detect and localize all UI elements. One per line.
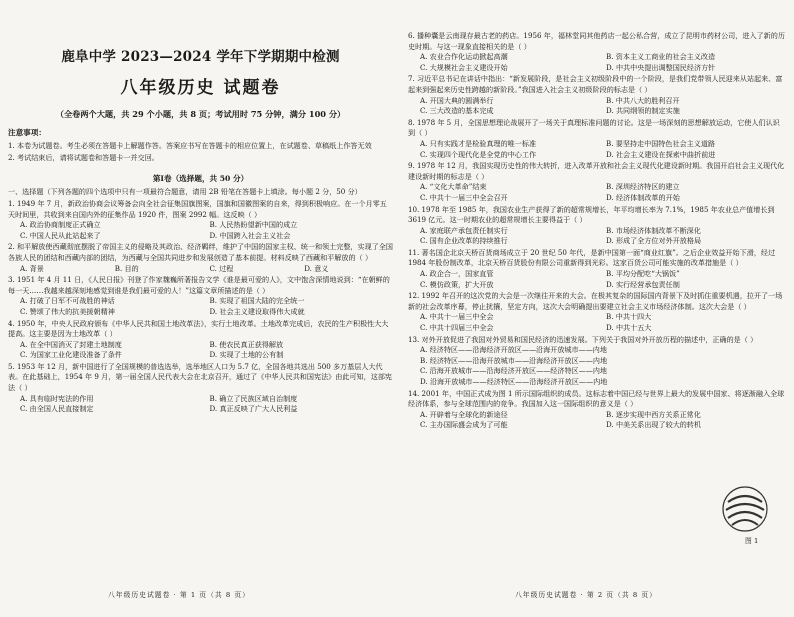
answer-option: B. 目的: [114, 263, 139, 273]
answer-option: D. 中共中央提出调整国民经济方针: [606, 62, 716, 72]
answer-option: B. 实现了祖国大陆的完全统一: [209, 296, 305, 306]
left-page: [8, 30, 393, 415]
answer-option: D. 中国跨入社会主义社会: [209, 230, 291, 240]
answer-option: B. 中共八大的胜利召开: [606, 95, 680, 105]
wto-logo-icon: [720, 484, 770, 534]
question: [8, 362, 393, 415]
question-stem: 2. 和平解放使西藏彻底摆脱了帝国主义的侵略及其政治、经济羁绊，维护了中国的国家主权、统一和领土完整，实现了全国各族人民的团结和西藏内部的团结，为西藏与全国共同进步和发展创造了基本前提。材料反映了西藏和平解放的（ ）: [8, 242, 393, 262]
answer-option: D. 实现了土地的公有制: [209, 350, 284, 360]
answer-option: C. 大规模社会主义建设开始: [420, 62, 508, 72]
answer-option: B. 经济特区——沿海开放城市——沿海经济开放区——内地: [420, 355, 608, 365]
question: [8, 199, 393, 241]
answer-option: C. 中国人民从此站起来了: [20, 230, 101, 240]
figure-caption: 图 1: [745, 537, 759, 545]
question-stem: 12. 1992 年召开的这次党的大会是一次继往开来的大会。在极其复杂的国际国内背景下及时抓住重要机遇，拉开了一场新的社会改革序幕，停止扰攘，坚定方向，这次大会明确提出要建立社会主义市场经济体制。这次大会是（ ）: [408, 291, 783, 311]
answer-option: D. 社会主义建设在探索中曲折前进: [606, 149, 716, 159]
exam-info: （全卷两个大题，共 29 个小题，共 8 页；考试用时 75 分钟，满分 100 分）: [55, 109, 346, 119]
answer-option: A. 打破了日军不可战胜的神话: [20, 296, 115, 306]
answer-option: A. 在全中国消灭了封建土地制度: [20, 339, 122, 349]
answer-option: C. 国有企业改革的持续推行: [420, 236, 508, 246]
answer-option: C. 模仿政策，扩大开放: [420, 279, 494, 289]
question-stem: 7. 习近平总书记在讲话中指出：“新发展阶段，是社会主义初级阶段中的一个阶段，是我们党带领人民迎来从站起来、富起来到强起来历史性跨越的新阶段。”我国进入社会主义初级阶段的标志是（ ）: [408, 74, 783, 94]
answer-option: B. 深圳经济特区的建立: [606, 182, 680, 192]
answer-option: D. 真正反映了广大人民利益: [209, 404, 298, 414]
section-heading: 一、选择题（下列各题的四个选项中只有一项最符合题意，请用 2B 铅笔在答题卡上填涂。每小题 2 分，50 分）: [8, 187, 362, 197]
answer-option: C. 中共十四届三中全会: [420, 323, 494, 333]
option-list: [408, 226, 786, 247]
notice-title: 注意事项：: [8, 128, 46, 137]
answer-option: D. 实行经营承包责任制: [606, 279, 680, 289]
answer-option: C. 主办国际盛会成为了可能: [420, 420, 508, 430]
answer-option: A. 政企合一，国家直管: [420, 269, 494, 279]
option-list: [408, 139, 786, 160]
answer-option: B. 逐步实现中西方关系正常化: [606, 409, 701, 419]
option-list: [8, 296, 393, 317]
right-question-list: [408, 31, 786, 431]
answer-option: A. 家庭联产承包责任制实行: [420, 225, 508, 235]
answer-option: D. 意义: [304, 263, 329, 273]
question: [8, 319, 393, 361]
option-list: [408, 312, 786, 333]
answer-option: B. 资本主义工商业的社会主义改造: [606, 52, 716, 62]
question: [408, 389, 786, 431]
school-title: 鹿阜中学 2023—2024 学年下学期期中检测: [61, 49, 340, 65]
answer-option: A. “文化大革命”结束: [420, 182, 487, 192]
answer-option: C. 为国家工业化建设准备了条件: [20, 350, 122, 360]
answer-option: C. 由全国人民直接制定: [20, 404, 94, 414]
answer-option: C. 过程: [209, 263, 234, 273]
option-list: [408, 345, 786, 387]
answer-option: B. 确立了民族区域自治制度: [209, 393, 298, 403]
answer-option: D. 经济体制改革的开始: [606, 192, 680, 202]
question-stem: 8. 1978 年 5 月，全国思想理论战展开了一场关于真理标准问题的讨论。这是一场深刻的思想解放运动，它使人们认识到（ ）: [408, 117, 780, 138]
notice-item: 1. 本卷为试题卷。考生必须在答题卡上解题作答。答案应书写在答题卡的相应位置上，在试题卷、草稿纸上作答无效: [8, 140, 372, 150]
answer-option: A. 具有临时宪法的作用: [20, 393, 94, 403]
question-stem: 10. 1978 年至 1985 年，我国农业生产获得了新的超常规增长，年平均增长率为 7.1%，1985 年农业总产值增长到 3619 亿元。这一时期农业的超常规增长主要得益于（ ）: [408, 204, 775, 225]
question: [408, 74, 786, 116]
answer-option: A. 开国大典的圆满举行: [420, 95, 494, 105]
answer-option: B. 市场经济体制改革不断深化: [606, 225, 701, 235]
option-list: [8, 340, 393, 361]
answer-option: A. 开辟着与全球化的新途径: [420, 409, 508, 419]
answer-option: A. 农业合作化运动掀起高潮: [420, 52, 508, 62]
subject-title: 八年级历史 试题卷: [120, 78, 281, 98]
answer-option: D. 沿海开放城市——经济特区——沿海经济开放区——内地: [420, 377, 608, 386]
option-list: [8, 220, 393, 241]
question: [408, 31, 786, 73]
answer-option: A. 经济特区——沿海经济开放区——沿海开放城市——内地: [420, 345, 607, 355]
option-list: [408, 96, 786, 117]
question-stem: 3. 1951 年 4 月 11 日，《人民日报》刊登了作家魏巍所著报告文学《谁是最可爱的人》，文中饱含深情地说到：“在朝鲜的每一天……我越来越深刻地感觉到谁是我们最可爱的人！”这篇文章所描述的是（ ）: [8, 275, 390, 295]
answer-option: C. 三大改造的基本完成: [420, 106, 494, 116]
question-stem: 6. 播种囊是云南现存最古老的药店。1956 年，福林堂同其他药店一起公私合营，成立了昆明市药材公司，进入了新的历史时期。与这一现象直接相关的是（ ）: [408, 31, 785, 51]
option-list: [8, 264, 393, 275]
question-stem: 9. 1978 年 12 月，我国实现历史性的伟大转折，进入改革开放和社会主义现代化建设新时期。我国开启社会主义现代化建设新时期的标志是（ ）: [408, 161, 785, 181]
answer-option: D. 社会主义建设取得伟大成就: [209, 306, 305, 316]
answer-option: D. 形成了全方位对外开放格局: [606, 236, 702, 246]
question: [408, 335, 786, 388]
question-stem: 1. 1949 年 7 月，新政治协商会议筹备会向全社会征集国旗图案，国旗和国徽图案的自来，得到积极响应。在一个月零五天时间里，共收到来自国内外的征集作品 1920 件，图案 2992 幅。这反映（ ）: [8, 198, 387, 219]
option-list: [408, 52, 786, 73]
question: [408, 291, 786, 333]
answer-option: A. 政治协商制度正式确立: [20, 220, 101, 230]
answer-option: C. 沿海开放城市——沿海经济开放区——经济特区——内地: [420, 366, 608, 376]
question-stem: 14. 2001 年，中国正式成为图 1 所示国际组织的成员。这标志着中国已经与世界上最大的发展中国家、将逐渐融入全球经济体系，参与全球范围内的竞争。我国加入这一国际组织的意义是（ ）: [408, 388, 785, 409]
notice-item: 2. 考试结束后，请将试题卷和答题卡一并交回。: [8, 153, 159, 163]
answer-option: B. 使农民真正获得解放: [209, 339, 284, 349]
question: [408, 205, 786, 247]
answer-option: C. 赞颂了伟大的抗美援朝精神: [20, 306, 115, 316]
question-stem: 4. 1950 年，中央人民政府颁布《中华人民共和国土地改革法》，实行土地改革。土地改革完成后，农民的生产积极性大大提高。这主要是因为土地改革（ ）: [8, 318, 389, 339]
question: [8, 242, 393, 274]
answer-option: C. 实现四个现代化是全党的中心工作: [420, 149, 537, 159]
option-list: [408, 269, 786, 290]
question-stem: 5. 1953 年 12 月，新中国进行了全国规模的普选选举，选举地区人口为 5.7 亿，全国各地共选出 500 多万基层人大代表。在此基础上，1954 年 9 月，第一届全国人民代表大会在北京召开，通过了《中华人民共和国宪法》由此可知，这部宪法（ ）: [8, 361, 393, 393]
answer-option: B. 平均分配吃“大锅饭”: [606, 269, 680, 279]
footer-right: 八年级历史试题卷 · 第 2 页（共 8 页）: [515, 591, 657, 599]
question: [408, 161, 786, 203]
question: [408, 118, 786, 160]
option-list: [408, 182, 786, 203]
answer-option: C. 中共十一届三中全会召开: [420, 192, 508, 202]
question: [408, 248, 786, 290]
left-question-list: [8, 199, 393, 415]
question-stem: 11. 著名国企北京天桥百货商场成立于 20 世纪 50 年代，是新中国第一面“商业红旗”。之后企业效益开始下滑，经过 1984 年股份制改革，北京天桥百货股份有限公司重新得到光彩。这家百货公司可能实施的改革措施是（ ）: [408, 247, 776, 268]
option-list: [408, 410, 786, 431]
answer-option: A. 背景: [20, 263, 44, 273]
answer-option: B. 要坚持走中国特色社会主义道路: [606, 138, 716, 148]
footer-left: 八年级历史试题卷 · 第 1 页（共 8 页）: [108, 591, 250, 599]
right-page: [408, 30, 786, 431]
part-title: 第Ⅰ卷（选择题，共 50 分）: [152, 173, 249, 183]
answer-option: D. 中美关系出现了较大的转机: [606, 420, 702, 430]
answer-option: A. 中共十一届三中全会: [420, 312, 494, 322]
answer-option: A. 只有实践才是检验真理的唯一标准: [420, 138, 537, 148]
question: [8, 275, 393, 317]
answer-option: B. 人民热盼望新中国的成立: [209, 220, 298, 230]
option-list: [8, 394, 393, 415]
question-stem: 13. 对外开放促进了我国对外贸易和国民经济的迅速发展。下列关于我国对外开放历程的描述中，正确的是（ ）: [408, 334, 758, 344]
answer-option: D. 中共十五大: [606, 323, 652, 333]
answer-option: D. 共同纲领的制定实施: [606, 106, 680, 116]
answer-option: B. 中共十四大: [606, 312, 652, 322]
